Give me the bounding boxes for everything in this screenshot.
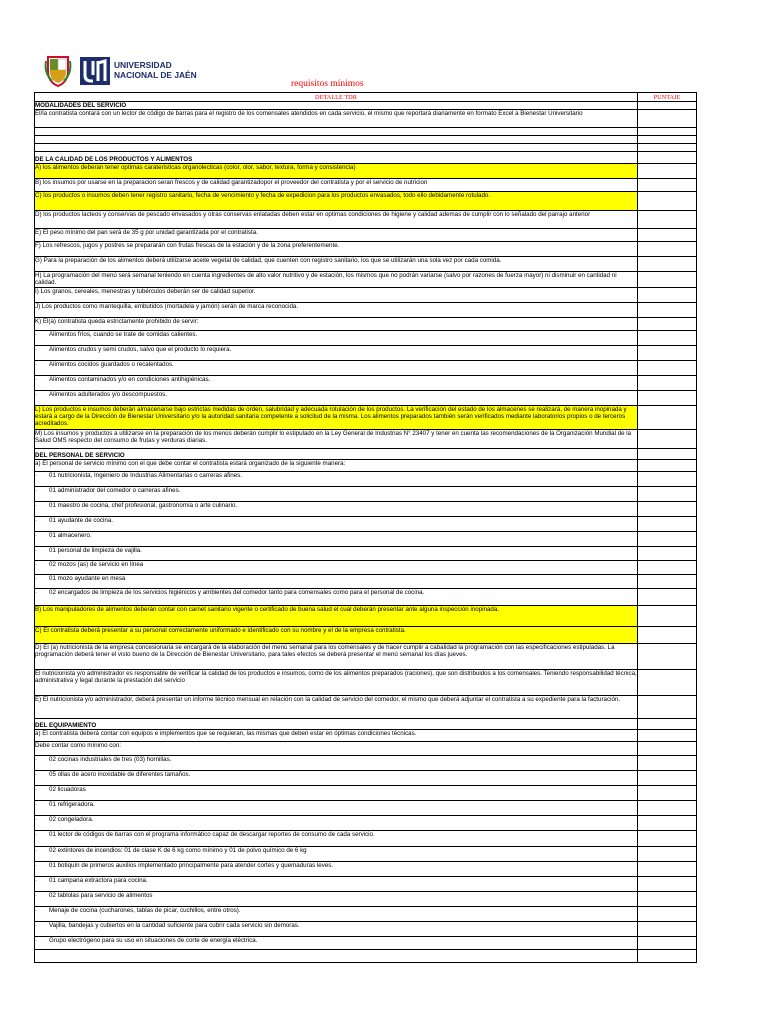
table-row: [35, 922, 697, 937]
detail-cell: [35, 589, 638, 606]
detail-cell: [35, 502, 638, 517]
detail-text: K) El(a) contratista queda estrictamente prohibido de servir:: [35, 318, 199, 325]
puntaje-cell: [638, 877, 697, 892]
detail-text: a) El contratista deberá contar con equipos e implementos que se requieran, las mismas que deben estar en óptimas condiciones técnicas.: [35, 730, 417, 737]
bullet-icon: ·: [35, 331, 38, 338]
detail-cell: [35, 361, 638, 376]
detail-text: DEL PERSONAL DE SERVICIO: [35, 452, 125, 459]
detail-cell: [35, 192, 638, 211]
bullet-icon: ·: [35, 561, 38, 568]
puntaje-cell: [638, 487, 697, 502]
detail-cell: [35, 950, 638, 963]
table-row: [35, 575, 697, 589]
column-header-detalle: DETALLE TDR: [35, 93, 638, 102]
table-row: [35, 670, 697, 696]
detail-text: B) Los manipuladores de alimentos deberán contar con carnet sanitario vigente o certificado de buena salud el cual deberán presentar ante alguna inspección inopinada.: [35, 606, 500, 613]
detail-text: Alimentos cocidos guardados o recalentados.: [49, 361, 174, 368]
puntaje-cell: [638, 892, 697, 907]
detail-cell: [35, 242, 638, 257]
detail-cell: [35, 696, 638, 719]
table-row: [35, 816, 697, 831]
bullet-icon: ·: [35, 801, 38, 808]
puntaje-cell: [638, 589, 697, 606]
puntaje-cell: [638, 430, 697, 449]
bullet-icon: ·: [35, 816, 38, 823]
table-row: [35, 756, 697, 771]
detail-cell: [35, 288, 638, 303]
detail-text: E) El nutricionista y/o administrador, deberá presentar un informe técnico mensual en relación con la calidad de servicio del comedor, el mismo que deberá adjuntar el contratista a su expediente para la facturación.: [35, 696, 621, 703]
detail-cell: [35, 892, 638, 907]
puntaje-cell: [638, 862, 697, 877]
bullet-icon: ·: [35, 877, 38, 884]
table-row: [35, 272, 697, 288]
detail-text: DEL EQUIPAMIENTO: [35, 722, 97, 729]
bullet-icon: ·: [35, 502, 38, 509]
detail-text: Grupo electrógeno para su uso en situaciones de corte de energía eléctrica.: [49, 937, 258, 944]
puntaje-cell: [638, 517, 697, 532]
table-row: [35, 627, 697, 644]
table-row: [35, 361, 697, 376]
detail-text: D) El (a) nutricionista de la empresa concesionaria se encargará de la elaboración del menú semanal para los comensales y de hacer cumplir a cabalidad la programación con las especificaciones estipuladas. La programación deberá tener el visto bueno de la Dirección de Bienestar Universitario, para tales efectos se deberá presentar el menú semanal los días jueves.: [35, 644, 615, 658]
detail-text: I) Los granos, cereales, menestras y tubérculos deberán ser de calidad superior.: [35, 288, 256, 295]
table-row: [35, 547, 697, 561]
puntaje-cell: [638, 331, 697, 346]
table-row: [35, 102, 697, 110]
bullet-icon: ·: [35, 892, 38, 899]
detail-cell: [35, 627, 638, 644]
detail-text: 05 ollas de acero inoxidable de diferentes tamaños.: [49, 771, 191, 778]
puntaje-cell: [638, 152, 697, 164]
table-row: [35, 831, 697, 847]
detail-cell: [35, 136, 638, 144]
table-row: [35, 192, 697, 211]
detail-text: Alimentos fríos, cuando se trate de comidas calientes.: [49, 331, 198, 338]
bullet-icon: ·: [35, 847, 38, 854]
table-row: [35, 460, 697, 472]
detail-text: E) El peso mínimo del pan será de 35 g por unidad garantizada por el contratista.: [35, 229, 258, 236]
puntaje-cell: [638, 128, 697, 136]
table-row: [35, 318, 697, 331]
detail-cell: [35, 786, 638, 801]
puntaje-cell: [638, 229, 697, 242]
table-row: [35, 179, 697, 192]
puntaje-cell: [638, 644, 697, 670]
puntaje-cell: [638, 391, 697, 406]
detail-cell: [35, 272, 638, 288]
puntaje-cell: [638, 547, 697, 561]
table-row: [35, 877, 697, 892]
puntaje-cell: [638, 801, 697, 816]
puntaje-cell: [638, 606, 697, 627]
detail-text: Alimentos contaminados y/o en condiciones antihigiénicas.: [49, 376, 211, 383]
bullet-icon: ·: [35, 786, 38, 793]
detail-cell: [35, 801, 638, 816]
puntaje-cell: [638, 257, 697, 272]
detail-text: G) Para la preparación de los alimentos deberá utilizarse aceite vegetal de calidad, que cuenten con registro sanitario, los que se utilizarán una sola vez por cada comida.: [35, 257, 502, 264]
puntaje-cell: [638, 136, 697, 144]
detail-cell: [35, 487, 638, 502]
detail-cell: [35, 331, 638, 346]
detail-text: 02 mozos (as) de servicio en línea: [49, 561, 144, 568]
detail-text: a) El personal de servicio mínimo con el que debe contar el contratista estará organizado de la siguiente manera:: [35, 460, 346, 467]
requirements-table-body: [35, 93, 697, 963]
detail-text: El/la contratista contará con un lector de código de barras para el registro de los comensales atendidos en cada servicio, el mismo que reportará diariamente en formato Excel a Bienestar Universitario: [35, 110, 583, 117]
university-name: UNIVERSIDAD NACIONAL DE JAÉN: [114, 60, 197, 80]
table-row: [35, 376, 697, 391]
detail-text: 01 almacenero.: [49, 532, 92, 539]
bullet-icon: ·: [35, 756, 38, 763]
bullet-icon: ·: [35, 907, 38, 914]
puntaje-cell: [638, 102, 697, 110]
table-row: [35, 786, 697, 801]
puntaje-cell: [638, 627, 697, 644]
puntaje-cell: [638, 786, 697, 801]
table-row: [35, 110, 697, 128]
puntaje-cell: [638, 561, 697, 575]
detail-cell: [35, 907, 638, 922]
detail-text: 02 encargados de limpieza de los servicios higiénicos y ambientes del comedor tanto para comensales como para el personal de cocina.: [49, 589, 425, 596]
puntaje-cell: [638, 179, 697, 192]
bullet-icon: ·: [35, 922, 38, 929]
detail-cell: [35, 164, 638, 179]
table-row: [35, 847, 697, 862]
puntaje-cell: [638, 192, 697, 211]
puntaje-cell: [638, 696, 697, 719]
table-row: [35, 257, 697, 272]
detail-cell: [35, 644, 638, 670]
puntaje-cell: [638, 144, 697, 152]
detail-cell: [35, 406, 638, 430]
puntaje-cell: [638, 816, 697, 831]
detail-cell: [35, 532, 638, 547]
puntaje-cell: [638, 288, 697, 303]
table-row: [35, 937, 697, 950]
table-row: [35, 561, 697, 575]
detail-cell: [35, 847, 638, 862]
table-row: [35, 288, 697, 303]
requirements-table: [34, 92, 697, 963]
detail-text: C) los productos o insumos deben tener registro sanitario, fecha de vencimiento y fecha de expedicion para los productos envasados, todo ello debidamente rotulado.: [35, 192, 491, 199]
detail-text: 02 tablolas para servicio de alimentos: [49, 892, 153, 899]
puntaje-cell: [638, 719, 697, 730]
detail-text: F) Los refrescos, jugos y postres se prepararán con frutas frescas de la estación y de la zona preferentemente.: [35, 242, 340, 249]
detail-text: D) los productos lacteos y conservas de pescado envasados y otras conservas enlatadas deben estar en optimas condiciones de higiene y calidad ademas de cumplir con lo señalado del parrajo anterior: [35, 211, 591, 218]
table-row: [35, 487, 697, 502]
detail-text: DE LA CALIDAD DE LOS PRODUCTOS Y ALIMENTOS: [35, 156, 193, 163]
section-heading: [35, 152, 638, 164]
detail-text: Alimentos crudos y semi crudos, salvo que el producto lo requiera.: [49, 346, 232, 353]
detail-cell: [35, 877, 638, 892]
puntaje-cell: [638, 730, 697, 742]
detail-cell: [35, 756, 638, 771]
bullet-icon: ·: [35, 517, 38, 524]
detail-cell: [35, 831, 638, 847]
puntaje-cell: [638, 847, 697, 862]
table-row: [35, 502, 697, 517]
table-row: [35, 742, 697, 756]
detail-text: Alimentos adulterados y/o descompuestos.: [49, 391, 167, 398]
table-row: [35, 430, 697, 449]
table-row: [35, 730, 697, 742]
table-row: [35, 862, 697, 877]
table-row: [35, 211, 697, 229]
table-row: [35, 303, 697, 318]
table-row: [35, 346, 697, 361]
detail-cell: [35, 128, 638, 136]
puntaje-cell: [638, 346, 697, 361]
table-row: [35, 391, 697, 406]
detail-text: 02 licuadoras: [49, 786, 86, 793]
detail-cell: [35, 257, 638, 272]
detail-cell: [35, 318, 638, 331]
puntaje-cell: [638, 303, 697, 318]
table-row: [35, 144, 697, 152]
table-row: [35, 449, 697, 460]
table-row: [35, 517, 697, 532]
table-row: [35, 532, 697, 547]
puntaje-cell: [638, 831, 697, 847]
detail-cell: [35, 110, 638, 128]
detail-cell: [35, 816, 638, 831]
table-row: [35, 644, 697, 670]
bullet-icon: ·: [35, 589, 38, 596]
bullet-icon: ·: [35, 547, 38, 554]
puntaje-cell: [638, 670, 697, 696]
detail-cell: [35, 742, 638, 756]
detail-text: Debe contar como mínimo con:: [35, 742, 121, 749]
puntaje-cell: [638, 211, 697, 229]
detail-cell: [35, 144, 638, 152]
table-header-row: [35, 93, 697, 102]
table-row: [35, 331, 697, 346]
detail-cell: [35, 376, 638, 391]
table-row: [35, 128, 697, 136]
bullet-icon: ·: [35, 487, 38, 494]
bullet-icon: ·: [35, 771, 38, 778]
detail-text: 01 ayudante de cocina.: [49, 517, 113, 524]
detail-text: J) Los productos como mantequilla, embutidos (mortadela y jamón) serán de marca reconocida.: [35, 303, 299, 310]
detail-cell: [35, 211, 638, 229]
section-heading: [35, 719, 638, 730]
detail-cell: [35, 862, 638, 877]
column-header-puntaje: PUNTAJE: [638, 93, 697, 102]
detail-text: B) los insumos por usarse en la preparacion seran frescos y de calidad garantizadopor el proveedor del contratista y por el servicio de nutricion: [35, 179, 428, 186]
detail-cell: [35, 179, 638, 192]
detail-cell: [35, 575, 638, 589]
bullet-icon: ·: [35, 472, 38, 479]
detail-text: 02 congeladora.: [49, 816, 94, 823]
table-row: [35, 719, 697, 730]
bullet-icon: ·: [35, 575, 38, 582]
table-row: [35, 771, 697, 786]
detail-text: 01 refrigeradora.: [49, 801, 95, 808]
detail-text: 01 administrador del comedor o carreras afines.: [49, 487, 181, 494]
detail-text: M) Los insumos y productos a utilizarse en la preparación de los menús deberán cumplir lo estipulado en la Ley General de Industrias N° 23407 y tener en cuenta las recomendaciones de la Organización Mundial de la Salud OMS respecto del consumo de frutas y verduras diarias.: [35, 430, 632, 444]
detail-cell: [35, 937, 638, 950]
puntaje-cell: [638, 110, 697, 128]
table-row: [35, 606, 697, 627]
table-row: [35, 589, 697, 606]
detail-text: 01 campana extractora para cocina.: [49, 877, 148, 884]
puntaje-cell: [638, 406, 697, 430]
bullet-icon: ·: [35, 391, 38, 398]
detail-cell: [35, 229, 638, 242]
detail-text: L) Los productos e insumos deberán almacenarse bajo estrictas medidas de orden, salubridad y adecuada rotulación de los productos. La verificación del estado de los almacenes se realizará, de manera inopinada y estará a cargo de la Dirección de Bienestar Universitario y/o la autoridad sanitaria competente a solicitud de la misma. Los alimentos preparados también serán verificados mediante laboratorios propios o de terceros acreditados.: [35, 406, 627, 427]
detail-cell: [35, 561, 638, 575]
puntaje-cell: [638, 472, 697, 487]
puntaje-cell: [638, 950, 697, 963]
puntaje-cell: [638, 242, 697, 257]
unj-emblem-icon: [80, 57, 110, 85]
table-row: [35, 242, 697, 257]
detail-cell: [35, 922, 638, 937]
section-heading: [35, 102, 638, 110]
detail-text: 02 extintores de incendios: 01 de clase K de 6 kg como mínimo y 01 de polvo químico de 6 kg: [49, 847, 307, 854]
detail-text: H) La programación del menú será semanal teniendo en cuenta ingredientes de alto valor nutritivo y de estación, los mismos que no podrán variarse (salvo por razones de fuerza mayor) ni disminuir en cantidad ni calidad.: [35, 272, 617, 286]
puntaje-cell: [638, 376, 697, 391]
detail-cell: [35, 670, 638, 696]
puntaje-cell: [638, 164, 697, 179]
puntaje-cell: [638, 756, 697, 771]
detail-text: 01 botiquín de primeros auxilios implementado principalmente para atender cortes y quemaduras leves.: [49, 862, 334, 869]
detail-cell: [35, 547, 638, 561]
table-row: [35, 229, 697, 242]
detail-text: El nutricionista y/o administrador es responsable de verificar la calidad de los productos e insumos, como de los alimentos preparados (raciones), que son distribuidos a los comensales. Teniendo responsabilidad técnica, administrativa y legal durante la prestación del servicio: [35, 670, 637, 684]
puntaje-cell: [638, 272, 697, 288]
detail-text: A) los alimentos deberan tener optimas carateristicas organolecticas (color, olor, sabor, textura, forma y consistencia): [35, 164, 356, 171]
detail-cell: [35, 472, 638, 487]
detail-text: C) El contratista deberá presentar a su personal correctamente uniformado e identificado con su nombre y el de la empresa contratista.: [35, 627, 406, 634]
bullet-icon: ·: [35, 937, 38, 944]
puntaje-cell: [638, 771, 697, 786]
detail-cell: [35, 303, 638, 318]
puntaje-cell: [638, 532, 697, 547]
detail-cell: [35, 771, 638, 786]
detail-text: 01 personal de limpieza de vajilla.: [49, 547, 142, 554]
bullet-icon: ·: [35, 376, 38, 383]
detail-cell: [35, 460, 638, 472]
table-row: [35, 892, 697, 907]
detail-cell: [35, 346, 638, 361]
table-row: [35, 164, 697, 179]
table-row: [35, 950, 697, 963]
detail-cell: [35, 430, 638, 449]
detail-text: 01 lector de códigos de barras con el programa informático capaz de descargar reportes de consumo de cada servicio.: [49, 831, 375, 838]
table-row: [35, 907, 697, 922]
puntaje-cell: [638, 742, 697, 756]
detail-text: Vajilla, bandejas y cubiertos en la cantidad suficiente para cubrir cada servicio sin demoras.: [49, 922, 300, 929]
bullet-icon: ·: [35, 346, 38, 353]
detail-text: 02 cocinas industriales de tres (03) hornillas.: [49, 756, 172, 763]
detail-text: 01 maestro de cocina, chef profesional, gastronomía o arte culinario.: [49, 502, 238, 509]
puntaje-cell: [638, 361, 697, 376]
section-heading: [35, 449, 638, 460]
page-title: requisitos mínimos: [291, 79, 364, 89]
table-row: [35, 136, 697, 144]
detail-text: MODALIDADES DEL SERVICIO: [35, 102, 127, 109]
puntaje-cell: [638, 502, 697, 517]
table-row: [35, 152, 697, 164]
puntaje-cell: [638, 449, 697, 460]
detail-cell: [35, 517, 638, 532]
table-row: [35, 472, 697, 487]
puntaje-cell: [638, 318, 697, 331]
bullet-icon: ·: [35, 831, 38, 838]
table-row: [35, 406, 697, 430]
puntaje-cell: [638, 460, 697, 472]
bullet-icon: ·: [35, 862, 38, 869]
bullet-icon: ·: [35, 532, 38, 539]
puntaje-cell: [638, 937, 697, 950]
university-logo: [44, 55, 200, 87]
puntaje-cell: [638, 575, 697, 589]
puntaje-cell: [638, 907, 697, 922]
table-row: [35, 696, 697, 719]
bullet-icon: ·: [35, 361, 38, 368]
detail-text: 01 mozo ayudante en mesa: [49, 575, 126, 582]
detail-cell: [35, 730, 638, 742]
table-row: [35, 801, 697, 816]
detail-text: 01 nutricionista, Ingeniero de Industrias Alimentarias o carreras afines.: [49, 472, 242, 479]
detail-text: Menaje de cocina (cucharones, tablas de picar, cuchillos, entre otros).: [49, 907, 241, 914]
puntaje-cell: [638, 922, 697, 937]
peru-coat-of-arms-icon: [44, 55, 72, 87]
detail-cell: [35, 606, 638, 627]
detail-cell: [35, 391, 638, 406]
